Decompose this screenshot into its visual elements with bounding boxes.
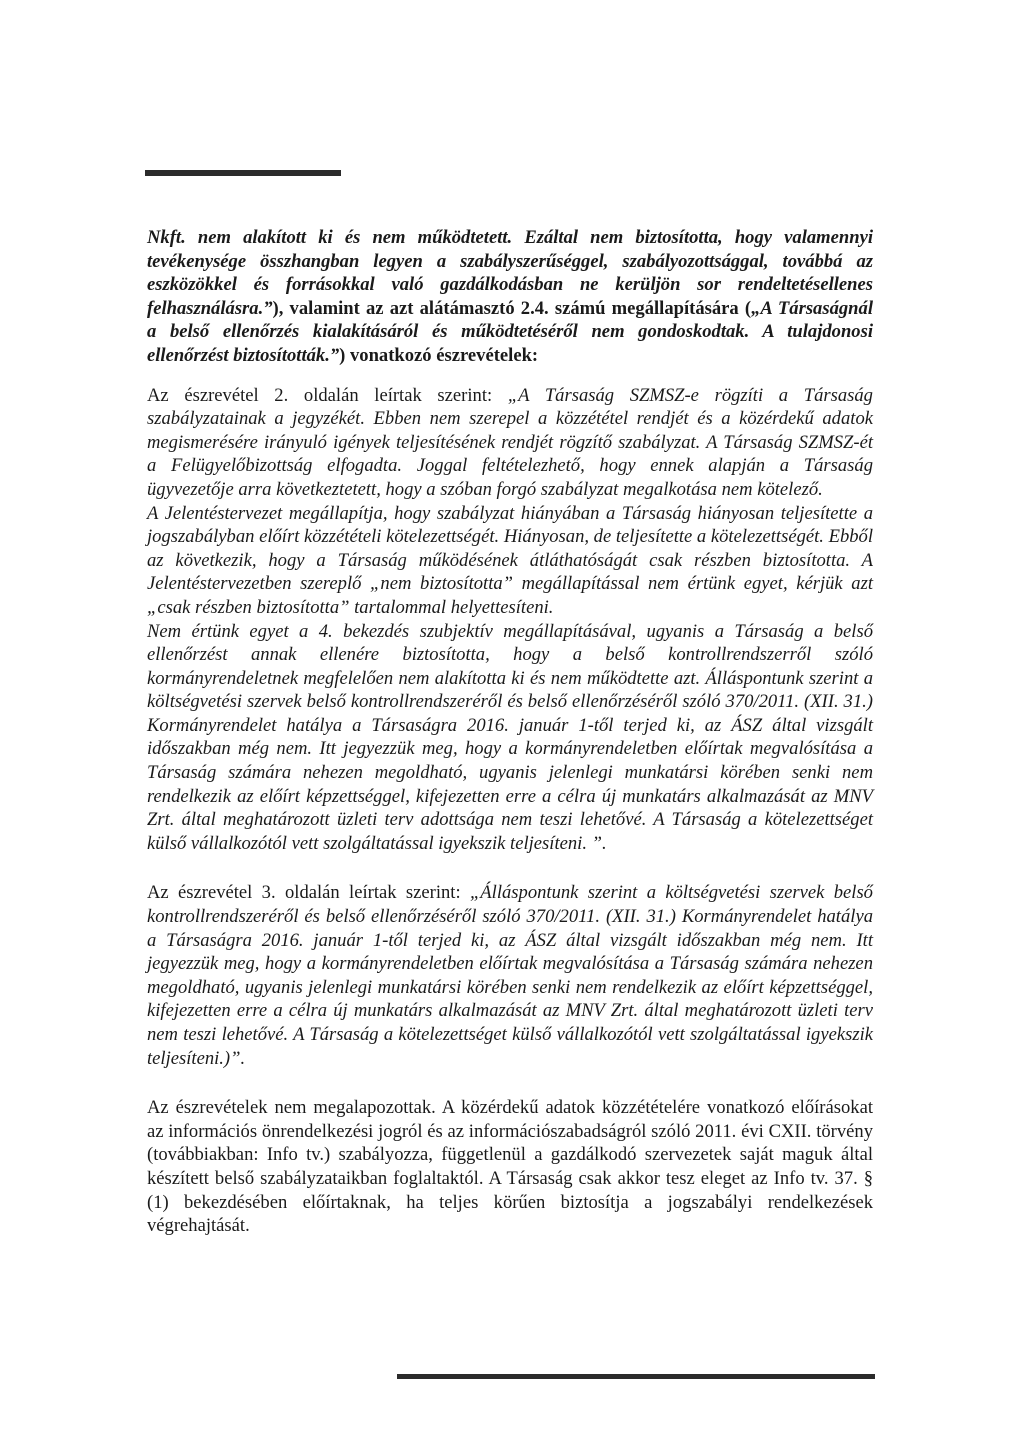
heading-quote-1: Nkft. nem alakított ki és nem működtetett. Ezáltal nem biztosította, hogy valamennyi tevékenysége összhangban legyen a szabályszerűséggel, szabályozottsággal, továbbá az eszközökkel és forrásokkal való gazdálkodásban ne kerüljön sor rendeltetésellenes felhasználásra.”: [147, 227, 873, 319]
paragraph-1: [147, 384, 873, 502]
paragraph-4: [147, 881, 873, 1070]
heading-text-1: ), valamint az azt alátámasztó 2.4. számú megállapítására (: [272, 297, 752, 319]
paragraph-5: Az észrevételek nem megalapozottak. A közérdekű adatok közzétételére vonatkozó előírásokat az információs önrendelkezési jogról és az információszabadságról szóló 2011. évi CXII. törvény (továbbiakban: Info tv.) szabályozza, függetlenül a gazdálkodó szervezetek saját maguk által készített belső szabályzataikban foglaltaktól. A Társaság csak akkor tesz eleget az Info tv. 37. § (1) bekezdésében előírtaknak, ha teljes körűen biztosítja a jogszabályi rendelkezések végrehajtását.: [147, 1097, 873, 1237]
header-rule: [145, 170, 341, 176]
paragraph-2: A Jelentéstervezet megállapítja, hogy szabályzat hiányában a Társaság hiányosan teljesítette a jogszabályban előírt közzétételi kötelezettségét. Hiányosan, de teljesítette a kötelezettségét. Ebből az következik, hogy a Társaság működésének átláthatóságát csak részben biztosította. A Jelentéstervezetben szereplő „nem biztosította” megállapítással nem értünk egyet, kérjük azt „csak részben biztosította” tartalommal helyettesíteni.: [147, 502, 874, 618]
heading-paragraph: [147, 226, 873, 368]
paragraph-4-quote: „Álláspontunk szerint a költségvetési szervek belső kontrollrendszeréről és belső ellenőrzéséről szóló 370/2011. (XII. 31.) Kormányrendelet hatálya a Társaságra 2016. január 1-től terjed ki, az ÁSZ által vizsgált időszakban még nem. Itt jegyezzük meg, hogy a kormányrendeletben előírtak megvalósítása a Társaság számára nehezen megoldható, ugyanis jelenlegi munkatársi körében senki nem rendelkezik az előírt képzettséggel, kifejezetten erre a célra új munkatárs alkalmazását az MNV Zrt. által meghatározott üzleti terv nem teszi lehetővé. A Társaság a kötelezettséget külső vállalkozótól vett szolgáltatással igyekszik teljesíteni.)”.: [147, 882, 873, 1069]
paragraph-1-intro: Az észrevétel 2. oldalán leírtak szerint:: [147, 384, 508, 406]
heading-quote-2: „A Társaságnál a belső ellenőrzés kialakításáról és működtetéséről nem gondoskodtak. A tulajdonosi ellenőrzést biztosították.”: [147, 297, 873, 366]
footer-rule: [397, 1374, 875, 1379]
paragraph-3: Nem értünk egyet a 4. bekezdés szubjektív megállapításával, ugyanis a Társaság a belső ellenőrzést annak ellenére biztosította, hogy a belső kontrollrendszerről szóló kormányrendeletnek megfelelően nem alakította ki és nem működtette azt. Álláspontunk szerint a költségvetési szervek belső kontrollrendszeréről és belső ellenőrzéséről szóló 370/2011. (XII. 31.) Kormányrendelet hatálya a Társaságra 2016. január 1-től terjed ki, az ÁSZ által vizsgált időszakban még nem. Itt jegyezzük meg, hogy a kormányrendeletben előírtak megvalósítása a Társaság számára nehezen megoldható, ugyanis jelenlegi munkatársi körében senki nem rendelkezik az előírt képzettséggel, kifejezetten erre a célra új munkatárs alkalmazását az MNV Zrt. által meghatározott üzleti terv adottsága nem teszi lehetővé. A Társaság a kötelezettséget külső vállalkozótól vett szolgáltatással igyekszik teljesíteni. ”.: [147, 620, 873, 854]
paragraph-4-intro: Az észrevétel 3. oldalán leírtak szerint:: [147, 882, 470, 904]
document-body: [147, 226, 873, 1238]
heading-text-2: ) vonatkozó észrevételek:: [339, 344, 539, 366]
paragraph-1-quote: „A Társaság SZMSZ-e rögzíti a Társaság szabályzatainak a jegyzékét. Ebben nem szerepel a közzététel rendjét és a közérdekű adatok megismerésére irányuló igények teljesítésének rendjét rögzítő szabályzat. A Társaság SZMSZ-ét a Felügyelőbizottság elfogadta. Joggal feltételezhető, hogy ennek alapján a Társaság ügyvezetője arra következtetett, hogy a szóban forgó szabályzat megalkotása nem kötelező.: [147, 384, 873, 500]
